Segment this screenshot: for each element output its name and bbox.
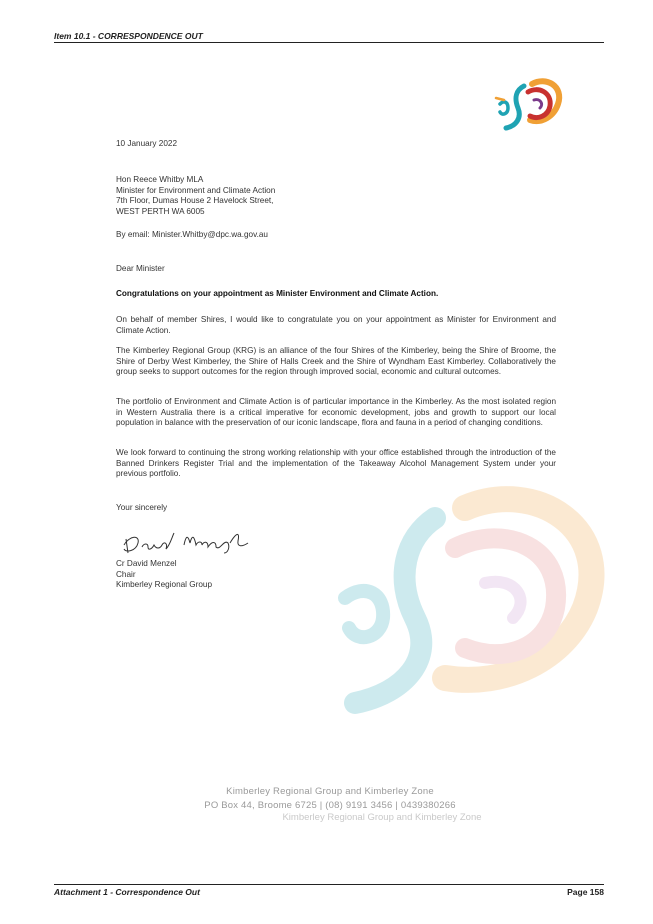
footer-attachment-label: Attachment 1 - Correspondence Out	[54, 887, 200, 897]
signatory-title: Chair	[116, 569, 136, 579]
salutation: Dear Minister	[116, 264, 165, 273]
body-paragraph: The portfolio of Environment and Climate Action is of particular importance in the Kimberley. As the most isolated region in Western Australia there is a critical imperative for economic development, jobs and growth to support our local population in balance with the preservation of our iconic landscape, flora and fauna in a period of changing conditions.	[116, 397, 556, 428]
handwritten-signature	[120, 527, 250, 557]
krg-logo	[494, 78, 564, 134]
letterhead-org: Kimberley Regional Group and Kimberley Zone	[226, 786, 434, 797]
footer-rule	[54, 884, 604, 885]
watermark-logo	[335, 488, 605, 713]
recipient-address	[116, 175, 556, 217]
letterhead-cut-line: Kimberley Regional Group and Kimberley Zone	[282, 812, 482, 823]
recipient-line: WEST PERTH WA 6005	[116, 206, 205, 216]
recipient-line: Minister for Environment and Climate Action	[116, 185, 276, 195]
email-line: By email: Minister.Whitby@dpc.wa.gov.au	[116, 230, 268, 239]
body-paragraph: We look forward to continuing the strong working relationship with your office established through the introduction of the Banned Drinkers Register Trial and the implementation of the Takeaway Alcohol Management System under your previous portfolio.	[116, 448, 556, 479]
letterhead-contact: PO Box 44, Broome 6725 | (08) 9191 3456 | 0439380266	[204, 800, 456, 811]
recipient-line: Hon Reece Whitby MLA	[116, 175, 204, 184]
signatory-org: Kimberley Regional Group	[116, 580, 213, 590]
body-paragraph: On behalf of member Shires, I would like to congratulate you on your appointment as Minister for Environment and Climate Action.	[116, 315, 556, 335]
page-header: Item 10.1 - CORRESPONDENCE OUT	[54, 31, 604, 43]
signatory-name: Cr David Menzel	[116, 559, 177, 568]
closing: Your sincerely	[116, 503, 168, 512]
signatory-block	[116, 559, 556, 591]
footer-page-number: Page 158	[567, 887, 604, 897]
subject-line: Congratulations on your appointment as Minister Environment and Climate Action.	[116, 289, 439, 298]
body-paragraph: The Kimberley Regional Group (KRG) is an alliance of the four Shires of the Kimberley, being the Shire of Broome, the Shire of Derby West Kimberley, the Shire of Halls Creek and the Shire of Wyndham East Kimberley. Collaboratively the group seeks to support outcomes for the region through improved social, economic and cultural outcomes.	[116, 346, 556, 377]
letter-date: 10 January 2022	[116, 139, 177, 148]
recipient-line: 7th Floor, Dumas House 2 Havelock Street,	[116, 196, 274, 206]
